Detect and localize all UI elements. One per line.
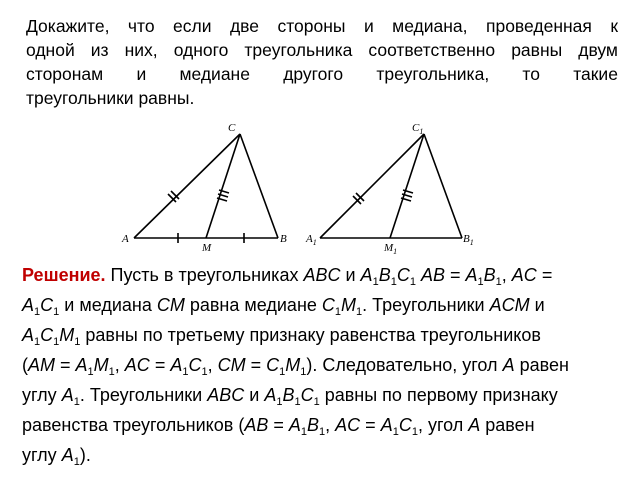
problem-word: медиана, (392, 16, 468, 36)
point-m1-label: $M_1$ (384, 242, 398, 256)
point-m-label: M (202, 242, 212, 254)
problem-line-2 (26, 38, 618, 62)
problem-word: равны (511, 40, 563, 60)
problem-word: то (522, 64, 540, 84)
problem-line-4 (26, 86, 618, 110)
vertex-b1-label: $B_1$ (463, 233, 474, 247)
solution-line-1: Решение. Пусть в треугольниках ABC и $A_1B_1C_1$ AB = $A_1B_1$, AC = (22, 265, 553, 288)
triangles-figure (110, 118, 500, 258)
vertex-c1-label: $C_1$ (412, 122, 424, 136)
problem-word: что (127, 16, 155, 36)
problem-word: двум (578, 40, 618, 60)
problem-line-1 (26, 14, 618, 38)
solution-line-2: $A_1C_1$ и медиана CM равна медиане $C_1M_1$. Треугольники ACM и (22, 295, 545, 318)
problem-word: соответственно (368, 40, 496, 60)
problem-word: другого (283, 64, 344, 84)
median-c1m1 (390, 134, 424, 238)
vertex-a1-label: $A_1$ (306, 233, 317, 247)
problem-word: проведенная (485, 16, 592, 36)
solution-line-7: углу $A_1$). (22, 445, 91, 468)
problem-word: медиане (179, 64, 250, 84)
vertex-b-label: B (280, 233, 287, 245)
solution-label: Решение. (22, 265, 106, 285)
problem-word: такие (573, 64, 618, 84)
problem-word: треугольника, (376, 64, 490, 84)
triangle-a1b1c1 (320, 134, 462, 238)
problem-word: них, (124, 40, 158, 60)
problem-word: если (173, 16, 212, 36)
triangle-a1b1c1-labels (305, 122, 474, 256)
problem-word: стороны (277, 16, 346, 36)
triangle-abc-labels (121, 122, 287, 254)
problem-word: и (363, 16, 374, 36)
side-bc (240, 134, 278, 238)
vertex-a-label: A (122, 233, 129, 245)
solution-line-5: углу $A_1$. Треугольники ABC и $A_1B_1C_1$ равны по первому признаку (22, 385, 558, 408)
problem-word: сторонам (26, 64, 104, 84)
solution-text (22, 260, 622, 470)
problem-word: треугольники равны. (26, 88, 195, 108)
side-a1c1 (320, 134, 424, 238)
side-ac (134, 134, 240, 238)
problem-word: из (90, 40, 109, 60)
problem-word: одного (173, 40, 229, 60)
triangle-abc (134, 134, 278, 243)
vertex-c-label: C (228, 122, 236, 134)
problem-word: к (610, 16, 618, 36)
solution-line-4: ($AM = A_1M_1$, AC = $A_1C_1$, CM = $C_1M_1$). Следовательно, угол A равен (22, 355, 569, 378)
problem-statement (26, 14, 618, 110)
side-b1c1 (424, 134, 462, 238)
solution-line-6: равенства треугольников ($AB = A_1B_1$, AC = $A_1C_1$, угол A равен (22, 415, 535, 438)
problem-word: две (229, 16, 260, 36)
problem-word: Докажите, (26, 16, 110, 36)
solution-line-3: $A_1C_1M_1$ равны по третьему признаку равенства треугольников (22, 325, 541, 348)
problem-line-3 (26, 62, 618, 86)
problem-word: треугольника (244, 40, 353, 60)
problem-word: и (136, 64, 147, 84)
problem-word: одной (26, 40, 75, 60)
